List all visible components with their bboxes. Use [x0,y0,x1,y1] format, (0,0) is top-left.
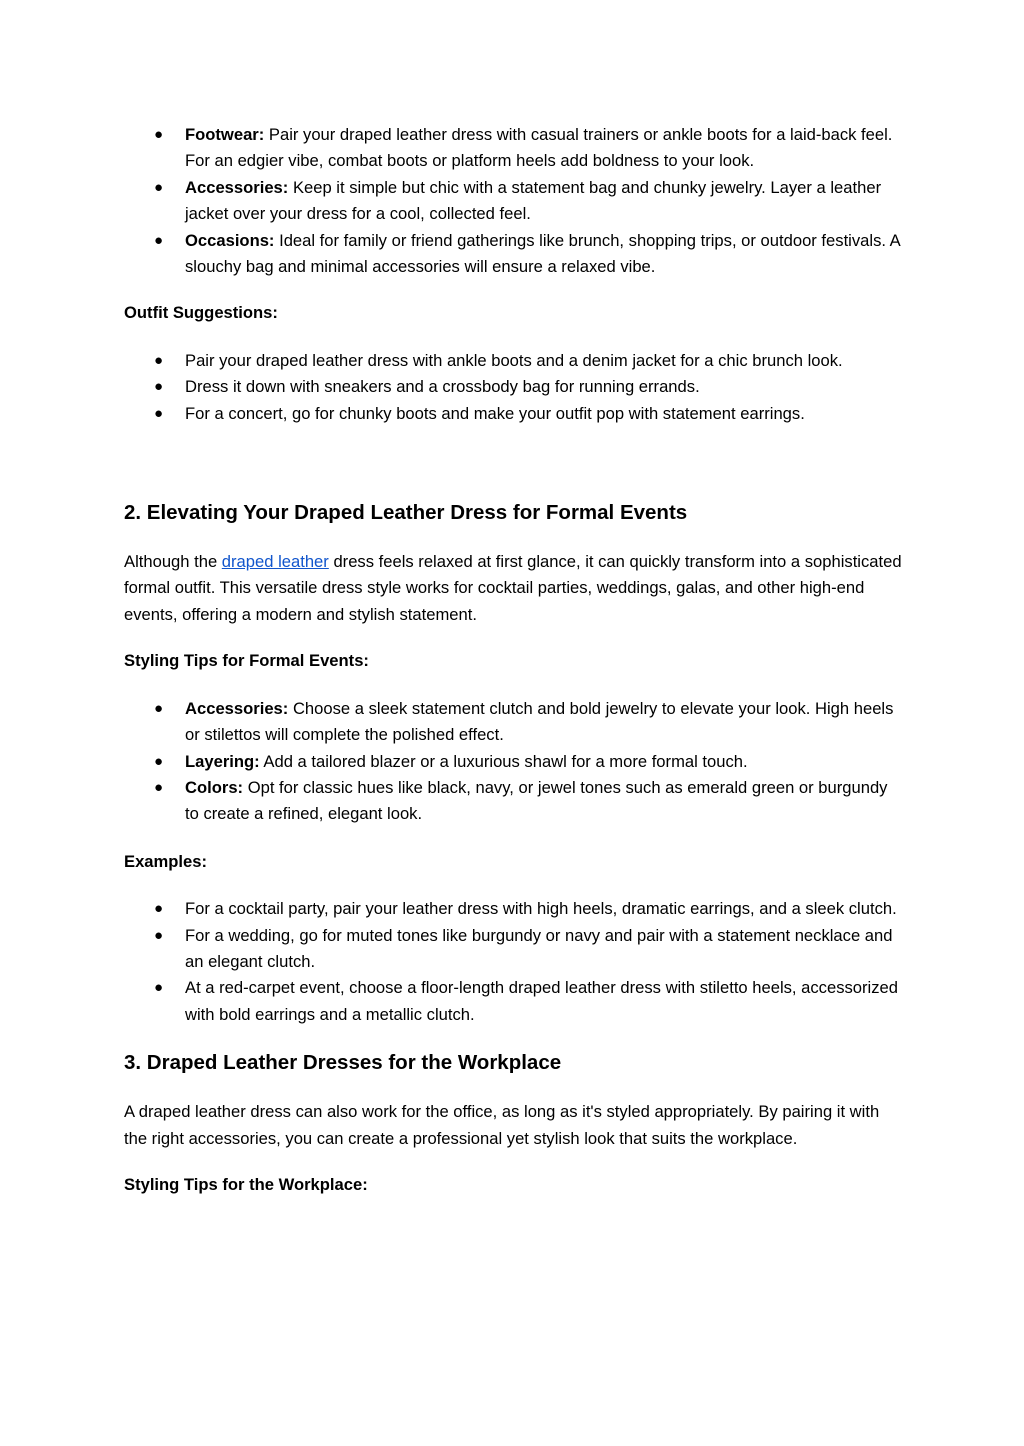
section-heading-workplace: 3. Draped Leather Dresses for the Workplace [124,1051,562,1075]
list-item: ● Layering: Add a tailored blazer or a luxurious shawl for a more formal touch. [124,749,904,775]
bullet-icon: ● [154,900,164,918]
formal-intro-paragraph: Although the draped leather dress feels relaxed at first glance, it can quickly transform into a sophisticated formal outfit. This versatile dress style works for cocktail parties, weddings, galas, and other high-end events, offering a modern and stylish statement. [124,552,902,624]
document-page [124,122,904,1198]
list-item: ● Colors: Opt for classic hues like black, navy, or jewel tones such as emerald green or burgundy to create a refined, elegant look. [124,775,904,828]
outfit-suggestions-list [124,348,904,427]
draped-leather-link[interactable]: draped leather [221,552,329,572]
bullet-icon: ● [154,926,164,944]
bullet-icon: ● [154,126,164,143]
bullet-icon: ● [154,979,164,997]
list-item: ● At a red-carpet event, choose a floor-length draped leather dress with stiletto heels, accessorized with bold earrings and a metallic clutch. [124,975,904,1028]
list-item: ● For a cocktail party, pair your leather dress with high heels, dramatic earrings, and a sleek clutch. [124,896,904,922]
workplace-intro-paragraph: A draped leather dress can also work for the office, as long as it's styled appropriately. By pairing it with the right accessories, you can create a professional yet stylish look that suits the workplace. [124,1102,880,1148]
list-item: ● Footwear: Pair your draped leather dress with casual trainers or ankle boots for a laid-back feel. For an edgier vibe, combat boots or platform heels add boldness to your look. [124,122,904,175]
section-heading-formal: 2. Elevating Your Draped Leather Dress for Formal Events [124,501,688,525]
list-item: ● Occasions: Ideal for family or friend gatherings like brunch, shopping trips, or outdoor festivals. A slouchy bag and minimal accessories will ensure a relaxed vibe. [124,228,904,281]
list-item: ● Accessories: Choose a sleek statement clutch and bold jewelry to elevate your look. High heels or stilettos will complete the polished effect. [124,696,904,749]
examples-list [124,896,904,1028]
bullet-icon: ● [154,778,164,796]
bullet-icon: ● [154,699,164,717]
bullet-icon: ● [154,404,164,422]
bullet-icon: ● [154,752,164,770]
list-item: ● Accessories: Keep it simple but chic with a statement bag and chunky jewelry. Layer a leather jacket over your dress for a cool, collected feel. [124,175,904,228]
list-item: ● For a wedding, go for muted tones like burgundy or navy and pair with a statement necklace and an elegant clutch. [124,923,904,976]
list-item: ● Dress it down with sneakers and a crossbody bag for running errands. [124,374,904,400]
workplace-tips-heading: Styling Tips for the Workplace: [124,1174,368,1194]
list-item: ● Pair your draped leather dress with ankle boots and a denim jacket for a chic brunch look. [124,348,904,374]
bullet-icon: ● [154,231,164,249]
examples-heading: Examples: [124,851,208,871]
formal-tips-heading: Styling Tips for Formal Events: [124,651,369,671]
bullet-icon: ● [154,351,164,369]
outfit-suggestions-heading: Outfit Suggestions: [124,303,278,323]
casual-tips-list [124,122,904,280]
bullet-icon: ● [154,378,164,396]
formal-tips-list [124,696,904,828]
bullet-icon: ● [154,178,164,196]
list-item: ● For a concert, go for chunky boots and make your outfit pop with statement earrings. [124,401,904,427]
